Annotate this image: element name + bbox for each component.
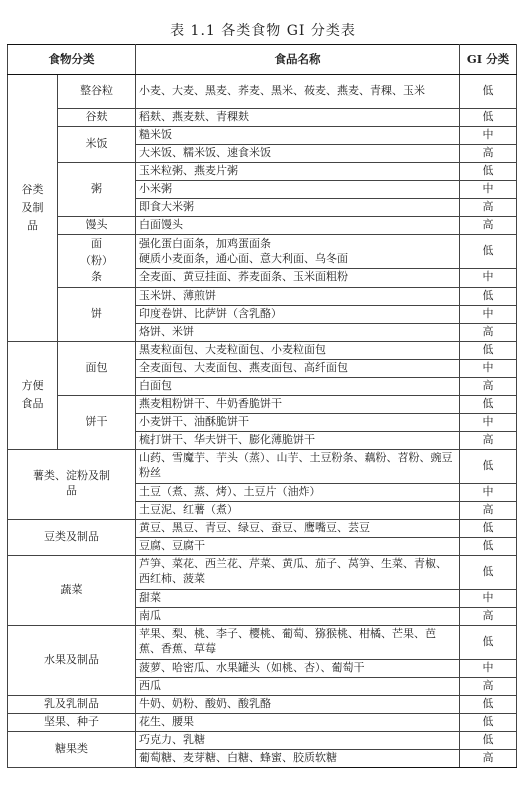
sub-mantou: 馒头 xyxy=(58,217,136,235)
header-category: 食物分类 xyxy=(8,45,136,75)
header-foods: 食品名称 xyxy=(136,45,460,75)
food-cell: 黄豆、黑豆、青豆、绿豆、蚕豆、鹰嘴豆、芸豆 xyxy=(136,519,460,537)
food-cell: 印度卷饼、比萨饼（含乳酪） xyxy=(136,305,460,323)
gi-cell: 中 xyxy=(460,589,517,607)
gi-cell: 低 xyxy=(460,537,517,555)
sub-bing: 饼 xyxy=(58,287,136,341)
food-cell: 芦笋、菜花、西兰花、芹菜、黄瓜、茄子、莴笋、生菜、青椒、西红柿、菠菜 xyxy=(136,555,460,589)
table-row xyxy=(8,713,517,731)
gi-cell: 低 xyxy=(460,109,517,127)
group-nuts: 坚果、种子 xyxy=(8,713,136,731)
gi-cell: 高 xyxy=(460,199,517,217)
gi-cell: 中 xyxy=(460,269,517,287)
header-row xyxy=(8,45,517,75)
food-cell: 土豆（煮、蒸、烤）、土豆片（油炸） xyxy=(136,483,460,501)
food-cell: 南瓜 xyxy=(136,607,460,625)
food-cell: 黑麦粒面包、大麦粒面包、小麦粒面包 xyxy=(136,341,460,359)
gi-cell: 低 xyxy=(460,449,517,483)
sub-noodles: 面 （粉） 条 xyxy=(58,235,136,288)
food-cell: 山药、雪魔芋、芋头（蒸）、山芋、土豆粉条、藕粉、苕粉、豌豆粉丝 xyxy=(136,449,460,483)
gi-table xyxy=(7,44,517,768)
food-cell: 梳打饼干、华夫饼干、膨化薄脆饼干 xyxy=(136,431,460,449)
food-cell: 稻麸、燕麦麸、青稞麸 xyxy=(136,109,460,127)
food-cell: 小麦、大麦、黑麦、荞麦、黑米、莜麦、燕麦、青稞、玉米 xyxy=(136,75,460,109)
food-cell: 即食大米粥 xyxy=(136,199,460,217)
table-row xyxy=(8,519,517,537)
food-cell: 菠萝、哈密瓜、水果罐头（如桃、杏）、葡萄干 xyxy=(136,659,460,677)
food-cell: 糙米饭 xyxy=(136,127,460,145)
table-row xyxy=(8,449,517,483)
gi-cell: 低 xyxy=(460,341,517,359)
gi-cell: 中 xyxy=(460,127,517,145)
gi-cell: 高 xyxy=(460,431,517,449)
group-grains: 谷类 及制 品 xyxy=(8,75,58,342)
table-row xyxy=(8,109,517,127)
food-cell: 小米粥 xyxy=(136,181,460,199)
gi-cell: 高 xyxy=(460,323,517,341)
table-row xyxy=(8,217,517,235)
food-cell: 巧克力、乳糖 xyxy=(136,731,460,749)
gi-cell: 中 xyxy=(460,359,517,377)
gi-cell: 低 xyxy=(460,287,517,305)
food-cell: 强化蛋白面条，加鸡蛋面条 硬质小麦面条，通心面、意大利面、乌冬面 xyxy=(136,235,460,269)
gi-cell: 高 xyxy=(460,607,517,625)
food-cell: 花生、腰果 xyxy=(136,713,460,731)
gi-cell: 中 xyxy=(460,659,517,677)
gi-cell: 低 xyxy=(460,731,517,749)
gi-cell: 高 xyxy=(460,749,517,767)
sub-whole-grain: 整谷粒 xyxy=(58,75,136,109)
group-convenience: 方便 食品 xyxy=(8,341,58,449)
gi-cell: 低 xyxy=(460,163,517,181)
group-dairy: 乳及乳制品 xyxy=(8,695,136,713)
table-row xyxy=(8,341,517,359)
gi-cell: 高 xyxy=(460,501,517,519)
food-cell: 葡萄糖、麦芽糖、白糖、蜂蜜、胶质软糖 xyxy=(136,749,460,767)
food-cell: 牛奶、奶粉、酸奶、酸乳酪 xyxy=(136,695,460,713)
gi-cell: 低 xyxy=(460,235,517,269)
gi-cell: 高 xyxy=(460,377,517,395)
food-cell: 大米饭、糯米饭、速食米饭 xyxy=(136,145,460,163)
gi-cell: 高 xyxy=(460,145,517,163)
table-row xyxy=(8,625,517,659)
food-cell: 燕麦粗粉饼干、牛奶香脆饼干 xyxy=(136,395,460,413)
food-cell: 小麦饼干、油酥脆饼干 xyxy=(136,413,460,431)
sub-bran: 谷麸 xyxy=(58,109,136,127)
table-row xyxy=(8,163,517,181)
header-gi: GI 分类 xyxy=(460,45,517,75)
table-row xyxy=(8,395,517,413)
food-cell: 豆腐、豆腐干 xyxy=(136,537,460,555)
food-cell: 白面包 xyxy=(136,377,460,395)
gi-cell: 低 xyxy=(460,713,517,731)
food-cell: 玉米饼、薄煎饼 xyxy=(136,287,460,305)
gi-cell: 高 xyxy=(460,677,517,695)
food-cell: 苹果、梨、桃、李子、樱桃、葡萄、猕猴桃、柑橘、芒果、芭蕉、香蕉、草莓 xyxy=(136,625,460,659)
gi-cell: 低 xyxy=(460,395,517,413)
gi-cell: 低 xyxy=(460,75,517,109)
food-cell: 西瓜 xyxy=(136,677,460,695)
table-row xyxy=(8,75,517,109)
gi-cell: 中 xyxy=(460,305,517,323)
sub-porridge: 粥 xyxy=(58,163,136,217)
food-cell: 全麦面包、大麦面包、燕麦面包、高纤面包 xyxy=(136,359,460,377)
gi-cell: 低 xyxy=(460,519,517,537)
sub-rice: 米饭 xyxy=(58,127,136,163)
food-cell: 土豆泥、红薯（煮） xyxy=(136,501,460,519)
table-row xyxy=(8,235,517,269)
gi-cell: 中 xyxy=(460,413,517,431)
table-row xyxy=(8,127,517,145)
gi-cell: 低 xyxy=(460,555,517,589)
sub-bread: 面包 xyxy=(58,341,136,395)
gi-cell: 中 xyxy=(460,483,517,501)
group-candy: 糖果类 xyxy=(8,731,136,767)
group-beans: 豆类及制品 xyxy=(8,519,136,555)
food-cell: 玉米粒粥、燕麦片粥 xyxy=(136,163,460,181)
gi-cell: 中 xyxy=(460,181,517,199)
group-vegetables: 蔬菜 xyxy=(8,555,136,625)
table-row xyxy=(8,287,517,305)
gi-cell: 高 xyxy=(460,217,517,235)
gi-cell: 低 xyxy=(460,695,517,713)
food-cell: 烙饼、米饼 xyxy=(136,323,460,341)
table-row xyxy=(8,695,517,713)
table-row xyxy=(8,731,517,749)
food-cell: 甜菜 xyxy=(136,589,460,607)
gi-cell: 低 xyxy=(460,625,517,659)
table-row xyxy=(8,555,517,589)
sub-biscuit: 饼干 xyxy=(58,395,136,449)
group-fruits: 水果及制品 xyxy=(8,625,136,695)
food-cell: 全麦面、黄豆挂面、荞麦面条、玉米面粗粉 xyxy=(136,269,460,287)
table-title: 表 1.1 各类食物 GI 分类表 xyxy=(170,23,356,39)
food-cell: 白面馒头 xyxy=(136,217,460,235)
group-tubers: 薯类、淀粉及制 品 xyxy=(8,449,136,519)
